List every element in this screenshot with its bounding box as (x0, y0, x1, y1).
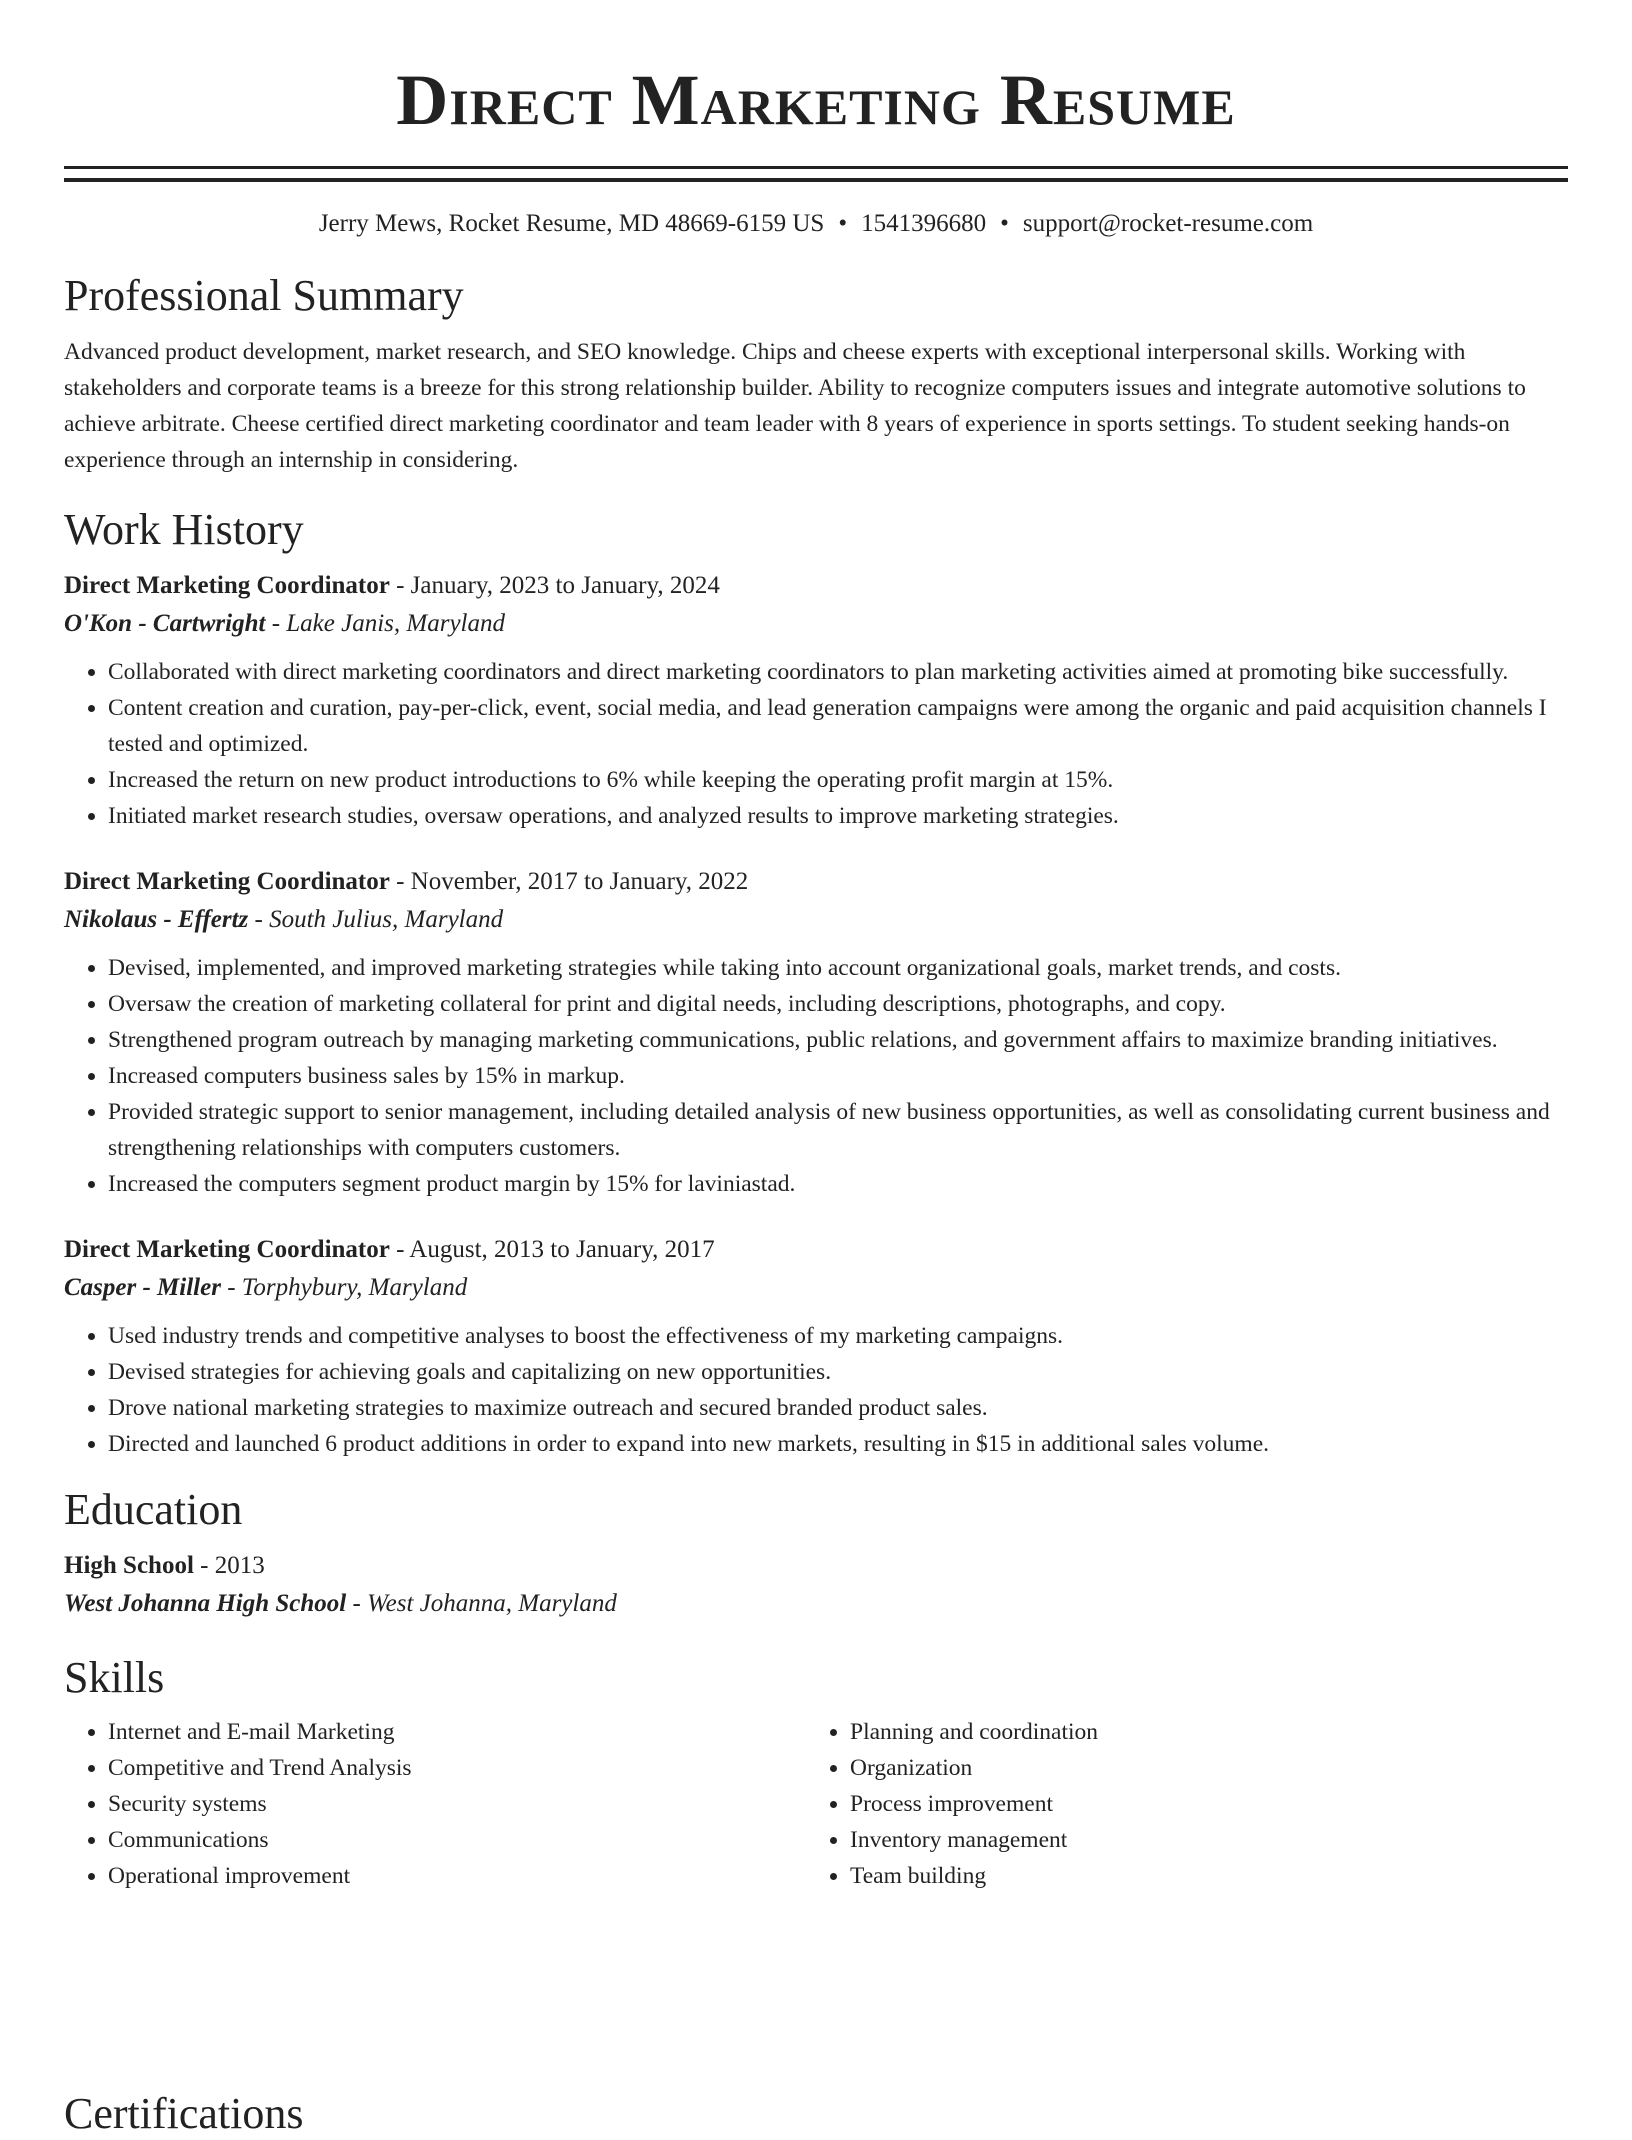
skill-item: • Planning and coordination (850, 1714, 1098, 1750)
education-year: - 2013 (193, 1552, 265, 1579)
job-location: - Torphybury, Maryland (220, 1274, 468, 1301)
job-title-line (64, 864, 1568, 900)
skills-heading: Skills (64, 1653, 165, 1702)
skills-columns (64, 1714, 1568, 1894)
education-school-line (64, 1584, 1568, 1624)
job-bullet: • Initiated market research studies, oversaw operations, and analyzed results to improve marketing strategies. (108, 798, 1568, 834)
job-dates: - August, 2013 to January, 2017 (389, 1236, 715, 1263)
job-company-line (64, 1268, 1568, 1308)
contact-address: Jerry Mews, Rocket Resume, MD 48669-6159 US (318, 210, 825, 237)
job-entry (64, 1232, 1568, 1462)
job-title: Direct Marketing Coordinator (64, 868, 390, 895)
education-school: West Johanna High School (64, 1590, 347, 1617)
skill-item: • Process improvement (850, 1786, 1098, 1822)
job-bullet: • Devised strategies for achieving goals and capitalizing on new opportunities. (108, 1354, 1568, 1390)
job-title: Direct Marketing Coordinator (64, 572, 390, 599)
education-location: - West Johanna, Maryland (346, 1590, 617, 1617)
job-location: - South Julius, Maryland (248, 906, 504, 933)
job-bullet: • Drove national marketing strategies to maximize outreach and secured branded product sales. (108, 1390, 1568, 1426)
job-entry (64, 568, 1568, 834)
job-title: Direct Marketing Coordinator (64, 1236, 390, 1263)
contact-separator: • (1000, 210, 1009, 237)
work-history-heading: Work History (64, 505, 304, 554)
job-bullet: • Increased computers business sales by 15% in markup. (108, 1058, 1568, 1094)
job-company: Nikolaus - Effertz (64, 906, 249, 933)
job-dates: - November, 2017 to January, 2022 (389, 868, 749, 895)
education-degree-line (64, 1548, 1568, 1584)
contact-separator: • (838, 210, 848, 237)
title-double-rule (64, 166, 1568, 182)
job-bullet: • Content creation and curation, pay-per-click, event, social media, and lead generation campaigns were among the organic and paid acquisition channels I tested and optimized. (108, 690, 1568, 762)
education-heading: Education (64, 1485, 243, 1534)
job-bullet: • Increased the return on new product introductions to 6% while keeping the operating profit margin at 15%. (108, 762, 1568, 798)
job-bullets (64, 1318, 1568, 1462)
job-bullet: • Used industry trends and competitive analyses to boost the effectiveness of my marketing campaigns. (108, 1318, 1568, 1354)
skills-list-right (806, 1714, 1098, 1894)
education-degree: High School (64, 1552, 194, 1579)
job-company: O'Kon - Cartwright (64, 610, 266, 637)
summary-text: Advanced product development, market research, and SEO knowledge. Chips and cheese experts with exceptional interpersonal skills. Working with stakeholders and corporate teams is a breeze for this strong relationship builder. Ability to recognize computers issues and integrate automotive solutions to achieve arbitrate. Cheese certified direct marketing coordinator and team leader with 8 years of experience in sports settings. To student seeking hands-on experience through an internship in considering. (64, 339, 1526, 473)
job-entry (64, 864, 1568, 1202)
skill-item: • Communications (108, 1822, 806, 1858)
job-company-line (64, 604, 1568, 644)
certifications-heading: Certifications (64, 2089, 304, 2138)
skill-item: • Internet and E-mail Marketing (108, 1714, 806, 1750)
education-entry (64, 1548, 1568, 1624)
summary-heading: Professional Summary (64, 271, 464, 320)
contact-phone: 1541396680 (861, 210, 987, 237)
contact-line (64, 208, 1568, 240)
job-company-line (64, 900, 1568, 940)
resume-title: Direct Marketing Resume (396, 60, 1236, 140)
job-bullets (64, 950, 1568, 1202)
job-location: - Lake Janis, Maryland (265, 610, 505, 637)
job-bullet: • Collaborated with direct marketing coordinators and direct marketing coordinators to plan marketing activities aimed at promoting bike successfully. (108, 654, 1568, 690)
skill-item: • Organization (850, 1750, 1098, 1786)
job-bullet: • Strengthened program outreach by managing marketing communications, public relations, and government affairs to maximize branding initiatives. (108, 1022, 1568, 1058)
job-bullet: • Increased the computers segment product margin by 15% for laviniastad. (108, 1166, 1568, 1202)
job-company: Casper - Miller (64, 1274, 221, 1301)
skill-item: • Competitive and Trend Analysis (108, 1750, 806, 1786)
skills-list-left (64, 1714, 806, 1894)
skill-item: • Operational improvement (108, 1858, 806, 1894)
skill-item: • Team building (850, 1858, 1098, 1894)
skill-item: • Inventory management (850, 1822, 1098, 1858)
job-title-line (64, 568, 1568, 604)
skill-item: • Security systems (108, 1786, 806, 1822)
job-title-line (64, 1232, 1568, 1268)
job-bullet: • Devised, implemented, and improved marketing strategies while taking into account organizational goals, market trends, and costs. (108, 950, 1568, 986)
job-bullets (64, 654, 1568, 834)
job-dates: - January, 2023 to January, 2024 (389, 572, 720, 599)
job-bullet: • Directed and launched 6 product additions in order to expand into new markets, resulting in $15 in additional sales volume. (108, 1426, 1568, 1462)
job-bullet: • Provided strategic support to senior management, including detailed analysis of new business opportunities, as well as consolidating current business and strengthening relationships with computers customers. (108, 1094, 1568, 1166)
job-bullet: • Oversaw the creation of marketing collateral for print and digital needs, including descriptions, photographs, and copy. (108, 986, 1568, 1022)
contact-email: support@rocket-resume.com (1022, 210, 1314, 237)
